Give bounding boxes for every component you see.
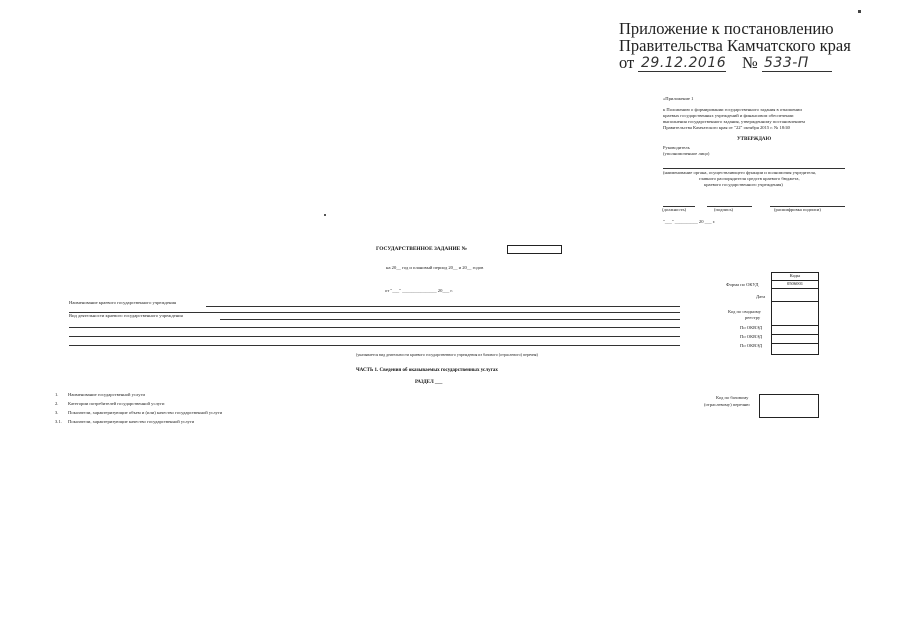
activity-label: Вид деятельности краевого государственного учреждения [69, 313, 183, 318]
header-line-2: Правительства Камчатского края [619, 36, 851, 55]
approve-label: УТВЕРЖДАЮ [737, 137, 772, 142]
scan-dot [324, 214, 326, 216]
org-line [663, 168, 845, 169]
okved-cell-1[interactable] [772, 325, 818, 333]
item-3-num: 3. [55, 410, 59, 415]
appendix-line-2: краевых государственных учреждений и финансовом обеспечении [663, 113, 794, 118]
header-line-1: Приложение к постановлению [619, 19, 834, 38]
item-3-text: Показатели, характеризующие объем и (или) качество государственной услуги [68, 410, 223, 415]
appendix-line-4: Правительства Камчатского края от "22" октября 2015 г. № 18/40 [663, 125, 790, 130]
okved-cell-3[interactable] [772, 343, 818, 351]
head-sublabel: (уполномоченное лицо) [663, 151, 710, 156]
registry-label-2: реестру [745, 315, 761, 320]
item-2-text: Категории потребителей государственной услуги [68, 401, 165, 406]
task-date: от "___" _______________ 20___ г. [385, 288, 453, 293]
base-list-label-2: (отраслевому) перечню [704, 402, 750, 407]
item-1-num: 1. [55, 392, 59, 397]
head-label: Руководитель [663, 145, 690, 150]
appendix-line-0: «Приложение 1 [663, 96, 694, 101]
institution-name-line[interactable] [206, 306, 680, 307]
activity-line-2[interactable] [69, 327, 680, 328]
appendix-line-1: к Положению о формировании государственного задания в отношении [663, 107, 802, 112]
okud-value: 0506001 [772, 280, 818, 287]
base-list-label-1: Код по базовому [716, 395, 749, 400]
part1-title: ЧАСТЬ 1. Сведения об оказываемых государственных услугах [356, 368, 498, 373]
header-date: 29.12.2016 [641, 55, 727, 71]
okved-label-3: По ОКВЭД [740, 343, 762, 348]
sig-sign-label: (подпись) [714, 207, 734, 212]
task-period: на 20__ год и плановый период 20__ и 20__ годов [386, 265, 484, 270]
item-31-text: Показатели, характеризующие качество государственной услуги [68, 419, 195, 424]
org-note-1: (наименование органа, осуществляющего функции и полномочия учредителя, [663, 170, 816, 175]
okved-label-2: По ОКВЭД [740, 334, 762, 339]
date-cell[interactable] [772, 288, 818, 295]
okved-cell-2[interactable] [772, 334, 818, 342]
item-31-num: 3.1. [55, 419, 62, 424]
okved-label-1: По ОКВЭД [740, 325, 762, 330]
task-number-field[interactable] [507, 245, 562, 254]
header-from-label: от [619, 53, 635, 72]
date-underline [638, 71, 726, 72]
codes-table [771, 272, 819, 355]
number-underline [762, 71, 832, 72]
task-title: ГОСУДАРСТВЕННОЕ ЗАДАНИЕ № [376, 246, 468, 252]
sig-name-label: (расшифровка подписи) [774, 207, 821, 212]
activity-note: (указывается вид деятельности краевого государственного учреждения из базового (отраслевого) перечня) [356, 352, 538, 357]
okud-label: Форма по ОКУД [726, 282, 759, 287]
header-number: 533-П [764, 55, 809, 71]
registry-label-1: Код по сводному [728, 309, 761, 314]
date-label: Дата [756, 294, 766, 299]
registry-cell[interactable] [772, 301, 818, 309]
activity-line-3[interactable] [69, 336, 680, 337]
approve-date: "___" __________ 20 ___ г. [663, 219, 716, 224]
base-list-code-field[interactable] [759, 394, 819, 418]
activity-line[interactable] [220, 319, 680, 320]
sig-position-label: (должность) [662, 207, 687, 212]
org-note-3: краевого государственного учреждения) [704, 182, 783, 187]
header-number-label: № [742, 53, 758, 72]
item-2-num: 2. [55, 401, 59, 406]
activity-line-4[interactable] [69, 345, 680, 346]
institution-name-label: Наименование краевого государственного учреждения [69, 300, 177, 305]
item-1-text: Наименование государственной услуги [68, 392, 145, 397]
codes-header: Коды [789, 273, 801, 278]
scan-speck [858, 10, 861, 13]
part1-section: РАЗДЕЛ ___ [415, 380, 443, 385]
org-note-2: главного распорядителя средств краевого бюджета, [699, 176, 800, 181]
appendix-line-3: выполнения государственного задания, утвержденному постановлением [663, 119, 805, 124]
